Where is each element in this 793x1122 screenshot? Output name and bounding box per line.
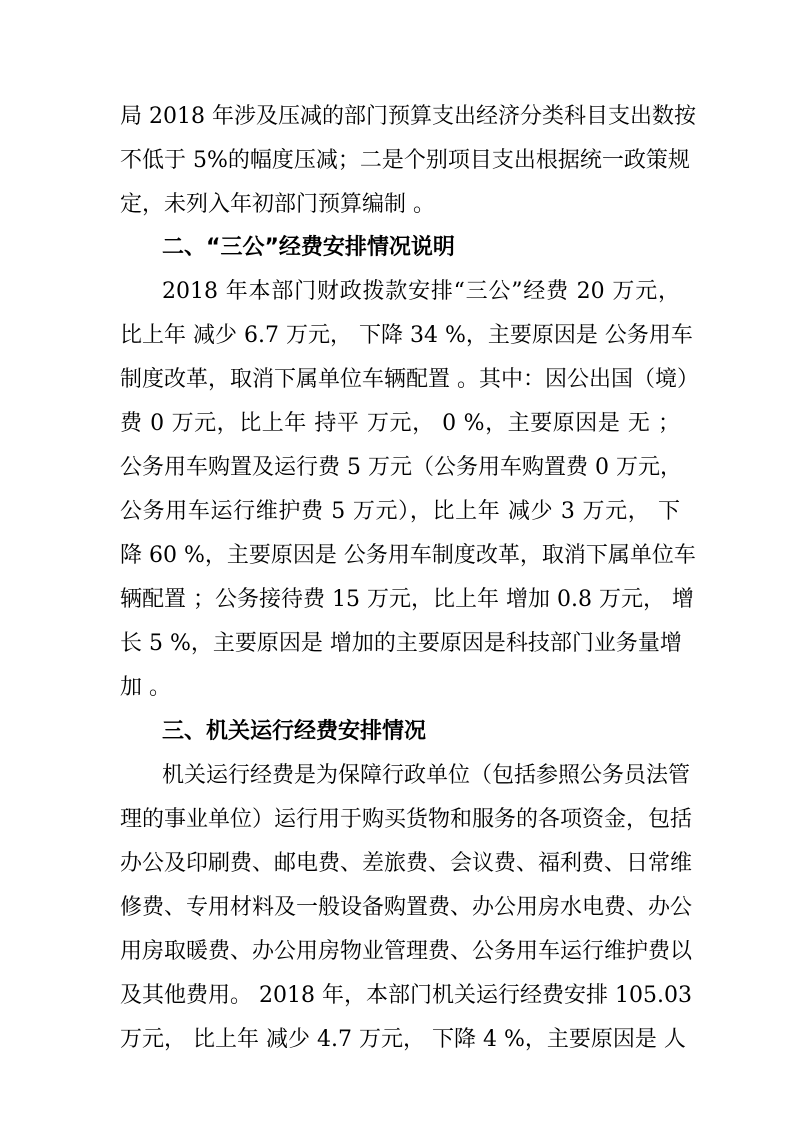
paragraph-2-line-1: 2018 年本部门财政拨款安排“三公”经费 20 万元，: [162, 279, 680, 304]
paragraph-2-line-7: 降 60 %，主要原因是 公务用车制度改革，取消下属单位车: [120, 543, 696, 568]
paragraph-2-line-6: 公务用车运行维护费 5 万元），比上年 减少 3 万元， 下: [120, 499, 680, 524]
section-heading-2: 二、“三公”经费安排情况说明: [162, 235, 455, 260]
paragraph-1-line-1: 局 2018 年涉及压减的部门预算支出经济分类科目支出数按: [120, 104, 696, 129]
paragraph-3-line-5: 用房取暖费、办公用房物业管理费、公务用车运行维护费以: [120, 939, 693, 964]
paragraph-2-line-8: 辆配置 ；公务接待费 15 万元，比上年 增加 0.8 万元， 增: [120, 587, 694, 612]
paragraph-2-line-5: 公务用车购置及运行费 5 万元（公务用车购置费 0 万元，: [120, 455, 682, 480]
paragraph-2-line-10: 加 。: [120, 675, 171, 700]
paragraph-3-line-4: 修费、专用材料及一般设备购置费、办公用房水电费、办公: [120, 895, 693, 920]
paragraph-1-line-3: 定，未列入年初部门预算编制 。: [120, 192, 435, 217]
paragraph-1-line-2: 不低于 5%的幅度压减；二是个别项目支出根据统一政策规: [120, 148, 690, 173]
paragraph-2-line-9: 长 5 %，主要原因是 增加的主要原因是科技部门业务量增: [120, 631, 682, 656]
section-heading-3: 三、机关运行经费安排情况: [162, 719, 427, 744]
paragraph-2-line-4: 费 0 万元，比上年 持平 万元， 0 %，主要原因是 无 ；: [120, 411, 680, 436]
paragraph-3-line-3: 办公及印刷费、邮电费、差旅费、会议费、福利费、日常维: [120, 851, 693, 876]
paragraph-2-line-2: 比上年 减少 6.7 万元， 下降 34 %，主要原因是 公务用车: [120, 323, 693, 348]
paragraph-3-line-7: 万元， 比上年 减少 4.7 万元， 下降 4 %，主要原因是 人: [120, 1027, 686, 1052]
paragraph-3-line-6: 及其他费用。 2018 年，本部门机关运行经费安排 105.03: [120, 983, 692, 1008]
paragraph-3-line-2: 理的事业单位）运行用于购买货物和服务的各项资金，包括: [120, 807, 693, 832]
paragraph-3-line-1: 机关运行经费是为保障行政单位（包括参照公务员法管: [162, 763, 691, 788]
paragraph-2-line-3: 制度改革，取消下属单位车辆配置 。其中：因公出国（境）: [120, 367, 699, 392]
